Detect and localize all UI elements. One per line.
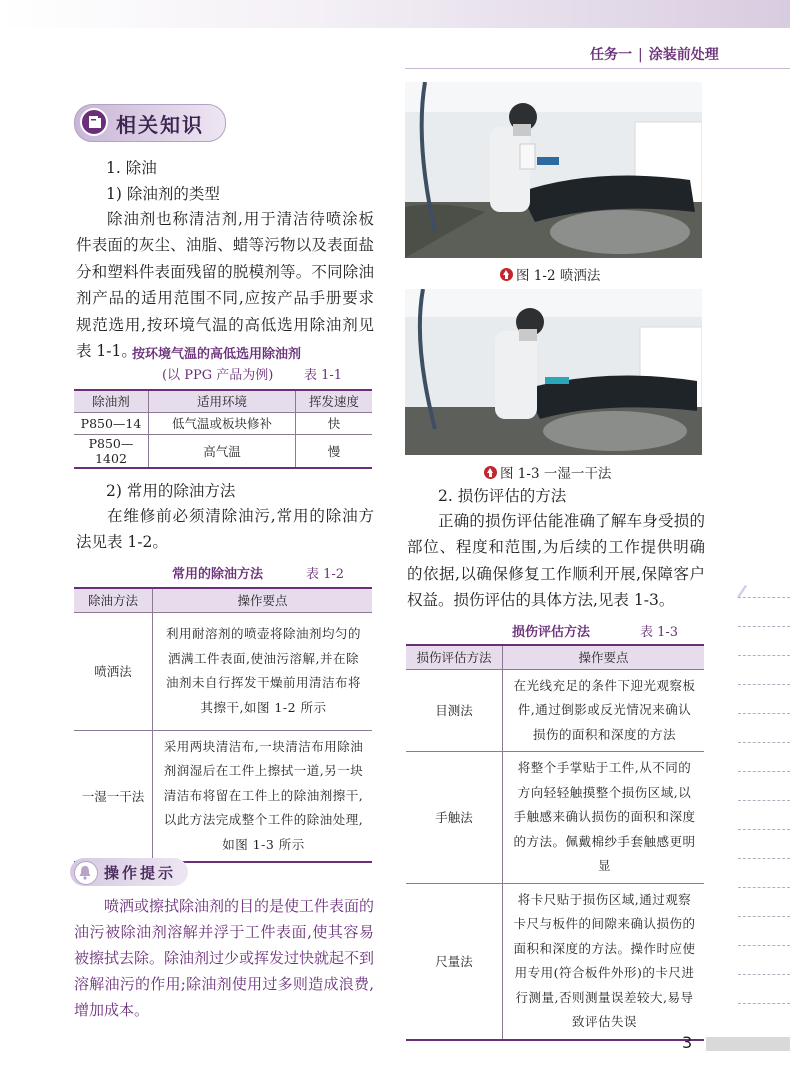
running-header <box>590 44 719 64</box>
table-header: 挥发速度 <box>296 390 373 412</box>
figure-caption <box>500 264 600 284</box>
table-cell-method: 目测法 <box>406 669 503 752</box>
note-line <box>738 655 790 656</box>
table-cell: 快 <box>296 412 373 434</box>
table3-number: 表 1-3 <box>640 625 679 640</box>
table-row <box>74 612 372 730</box>
note-line <box>738 945 790 946</box>
table-header: 操作要点 <box>153 588 373 612</box>
note-line <box>738 800 790 801</box>
table-cell-method: 一湿一干法 <box>74 730 153 862</box>
subheading-types: 1) 除油剂的类型 <box>106 185 220 203</box>
table-1-1 <box>74 389 372 469</box>
note-line <box>738 887 790 888</box>
header-band <box>0 0 790 28</box>
note-line <box>738 829 790 830</box>
table-header: 除油剂 <box>74 390 149 412</box>
table-cell-method: 手触法 <box>406 752 503 884</box>
table-header: 操作要点 <box>503 645 705 669</box>
heading-degreasing: 1. 除油 <box>106 159 157 177</box>
paragraph-methods: 在维修前必须清除油污,常用的除油方法见表 1-2。 <box>76 507 374 552</box>
note-line <box>738 974 790 975</box>
table2-number: 表 1-2 <box>306 567 345 582</box>
table-cell-desc: 利用耐溶剂的喷壶将除油剂均匀的洒满工件表面,使油污溶解,并在除油剂未自行挥发干燥前用清洁布将其擦干,如图 1-2 所示 <box>153 612 373 730</box>
header-chapter: 涂装前处理 <box>648 47 719 63</box>
header-task: 任务一 <box>590 47 632 63</box>
table3-caption: 损伤评估方法 <box>512 625 591 640</box>
table-cell-method: 喷洒法 <box>74 612 153 730</box>
figure-caption <box>484 462 611 482</box>
note-line <box>738 626 790 627</box>
note-line <box>738 858 790 859</box>
table1-subcaption: (以 PPG 产品为例) <box>162 368 274 383</box>
note-line <box>738 916 790 917</box>
table-cell-desc: 采用两块清洁布,一块清洁布用除油剂润湿后在工件上擦拭一道,另一块清洁布将留在工件上的除油剂擦干,以此方法完成整个工件的除油处理,如图 1-3 所示 <box>153 730 373 862</box>
table-1-2 <box>74 587 372 863</box>
table1-caption: 按环境气温的高低选用除油剂 <box>132 347 302 362</box>
table-cell: P850—14 <box>74 412 149 434</box>
heading-damage-assessment: 2. 损伤评估的方法 <box>438 487 567 505</box>
table-header: 除油方法 <box>74 588 153 612</box>
table-row <box>74 730 372 862</box>
table-cell: 高气温 <box>149 434 296 468</box>
tips-title: 操作提示 <box>104 864 177 882</box>
table-cell-desc: 将卡尺贴于损伤区域,通过观察卡尺与板件的间隙来确认损伤的面积和深度的方法。操作时应使用专用(符合板件外形)的卡尺进行测量,否则测量误差较大,易导致评估失误 <box>503 883 705 1040</box>
bell-icon <box>74 861 98 885</box>
table-cell: P850—1402 <box>74 434 149 468</box>
figure-caption-text: 图 1-3 一湿一干法 <box>500 466 612 482</box>
book-icon <box>80 108 108 136</box>
pencil-icon <box>735 583 749 603</box>
note-line <box>738 597 790 598</box>
photo-spray-method <box>405 82 702 258</box>
table-header: 损伤评估方法 <box>406 645 503 669</box>
table-1-3 <box>406 644 704 1041</box>
note-line <box>738 713 790 714</box>
table1-number: 表 1-1 <box>304 368 343 383</box>
table-cell-desc: 在光线充足的条件下迎光观察板件,通过倒影或反光情况来确认损伤的面积和深度的方法 <box>503 669 705 752</box>
paragraph-degreaser-types: 除油剂也称清洁剂,用于清洁待喷涂板件表面的灰尘、油脂、蜡等污物以及表面盐分和塑料件表面残留的脱模剂等。不同除油剂产品的适用范围不同,应按产品手册要求规范选用,按环境气温的高低选用除油剂见表 1-1。 <box>76 210 374 361</box>
figure-caption-text: 图 1-2 喷洒法 <box>516 268 601 284</box>
paragraph-damage-assessment: 正确的损伤评估能准确了解车身受损的部位、程度和范围,为后续的工作提供明确的依据,以确保修复工作顺利开展,保障客户权益。损伤评估的具体方法,见表 1-3。 <box>407 512 705 610</box>
header-separator: | <box>638 47 643 63</box>
table-row <box>406 752 704 884</box>
table-row <box>406 669 704 752</box>
section-title: 相关知识 <box>116 113 204 137</box>
arrow-up-icon <box>500 268 513 281</box>
table-cell: 慢 <box>296 434 373 468</box>
table-row <box>406 883 704 1040</box>
photo-wet-dry-method <box>405 289 702 455</box>
table-header: 适用环境 <box>149 390 296 412</box>
table2-caption: 常用的除油方法 <box>172 567 264 582</box>
note-line <box>738 684 790 685</box>
footer-bar <box>706 1037 790 1051</box>
page-number: 3 <box>682 1033 693 1052</box>
header-rule <box>405 68 790 69</box>
note-line <box>738 1003 790 1004</box>
note-line <box>738 742 790 743</box>
arrow-up-icon <box>484 466 497 479</box>
tips-text: 喷洒或擦拭除油剂的目的是使工件表面的油污被除油剂溶解并浮于工件表面,使其容易被擦拭去除。除油剂过少或挥发过快就起不到溶解油污的作用;除油剂使用过多则造成浪费,增加成本。 <box>74 897 375 1019</box>
table-cell-method: 尺量法 <box>406 883 503 1040</box>
subheading-methods: 2) 常用的除油方法 <box>106 482 236 500</box>
table-cell: 低气温或板块修补 <box>149 412 296 434</box>
table-row <box>74 412 372 434</box>
table-row <box>74 434 372 468</box>
table-cell-desc: 将整个手掌贴于工件,从不同的方向轻轻触摸整个损伤区域,以手触感来确认损伤的面积和深度的方法。佩戴棉纱手套触感更明显 <box>503 752 705 884</box>
note-line <box>738 771 790 772</box>
